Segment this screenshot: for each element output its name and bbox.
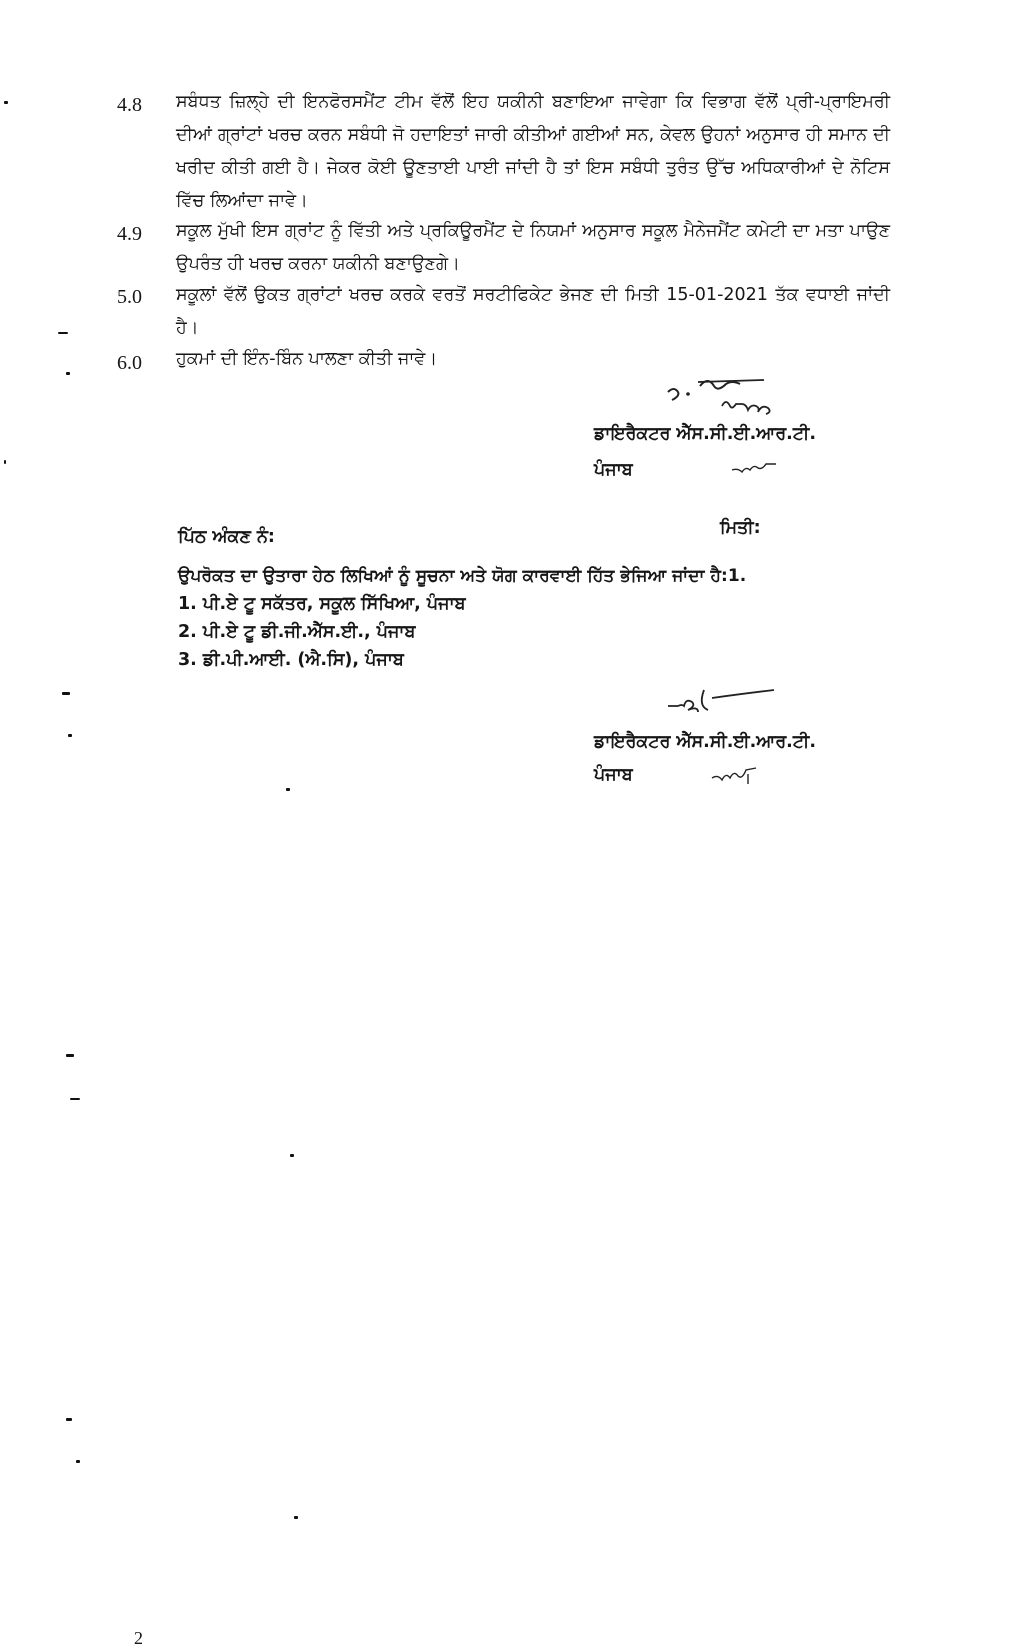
handwritten-initials-1 <box>660 372 820 420</box>
date-label: ਮਿਤੀ: <box>720 518 761 538</box>
scan-speck <box>62 692 70 695</box>
scan-speck <box>286 788 290 791</box>
scan-speck <box>66 1054 74 1057</box>
scan-speck <box>4 460 6 464</box>
paragraph-text: ਸਕੂਲ ਮੁੱਖੀ ਇਸ ਗ੍ਰਾਂਟ ਨੂੰ ਵਿੱਤੀ ਅਤੇ ਪ੍ਰਕਿਊਰਮੈਂਟ ਦੇ ਨਿਯਮਾਂ ਅਨੁਸਾਰ ਸਕੂਲ ਮੈਨੇਜਮੈਂਟ ਕਮੇਟੀ ਦਾ ਮਤਾ ਪਾਉਣ ਉਪਰੰਤ ਹੀ ਖਰਚ ਕਰਨਾ ਯਕੀਨੀ ਬਣਾਉਣਗੇ। <box>176 221 890 274</box>
paragraph-number: 5.0 <box>117 286 142 308</box>
state-label: ਪੰਜਾਬ <box>594 460 633 480</box>
designation: ਡਾਇਰੈਕਟਰ ਐੱਸ.ਸੀ.ਈ.ਆਰ.ਟੀ. <box>594 732 816 752</box>
state-label: ਪੰਜਾਬ <box>594 765 633 785</box>
scan-speck <box>294 1516 298 1519</box>
designation: ਡਾਇਰੈਕਟਰ ਐੱਸ.ਸੀ.ਈ.ਆਰ.ਟੀ. <box>594 424 816 444</box>
paragraph-text: ਸਬੰਧਤ ਜ਼ਿਲ੍ਹੇ ਦੀ ਇਨਫੋਰਸਮੈਂਟ ਟੀਮ ਵੱਲੋਂ ਇਹ ਯਕੀਨੀ ਬਣਾਇਆ ਜਾਵੇਗਾ ਕਿ ਵਿਭਾਗ ਵੱਲੋਂ ਪ੍ਰੀ-ਪ੍ਰਾਇਮਰੀ ਦੀਆਂ ਗ੍ਰਾਂਟਾਂ ਖਰਚ ਕਰਨ ਸਬੰਧੀ ਜੋ ਹਦਾਇਤਾਂ ਜਾਰੀ ਕੀਤੀਆਂ ਗਈਆਂ ਸਨ, ਕੇਵਲ ਉਹਨਾਂ ਅਨੁਸਾਰ ਹੀ ਸਮਾਨ ਦੀ ਖਰੀਦ ਕੀਤੀ ਗਈ ਹੈ। ਜੇਕਰ ਕੋਈ ਊਣਤਾਈ ਪਾਈ ਜਾਂਦੀ ਹੈ ਤਾਂ ਇਸ ਸਬੰਧੀ ਤੁਰੰਤ ਉੱਚ ਅਧਿਕਾਰੀਆਂ ਦੇ ਨੋਟਿਸ ਵਿੱਚ ਲਿਆਂਦਾ ਜਾਵੇ। <box>176 92 890 211</box>
recipient-item: 3. ਡੀ.ਪੀ.ਆਈ. (ਐ.ਸਿ), ਪੰਜਾਬ <box>178 650 404 670</box>
scan-speck <box>76 1460 80 1463</box>
paragraph-text: ਸਕੂਲਾਂ ਵੱਲੋਂ ਉਕਤ ਗ੍ਰਾਂਟਾਂ ਖਰਚ ਕਰਕੇ ਵਰਤੋਂ ਸਰਟੀਫਿਕੇਟ ਭੇਜਣ ਦੀ ਮਿਤੀ 15-01-2021 ਤੱਕ ਵਧਾਈ ਜਾਂਦੀ ਹੈ। <box>176 285 890 338</box>
paragraph-text: ਹੁਕਮਾਂ ਦੀ ਇੰਨ-ਬਿੰਨ ਪਾਲਣਾ ਕੀਤੀ ਜਾਵੇ। <box>176 349 438 369</box>
paragraph-number: 4.9 <box>117 223 142 245</box>
recipient-item: 1. ਪੀ.ਏ ਟੂ ਸਕੱਤਰ, ਸਕੂਲ ਸਿੱਖਿਆ, ਪੰਜਾਬ <box>178 594 466 614</box>
scan-speck <box>290 1154 294 1157</box>
scan-speck <box>4 101 8 104</box>
scan-speck <box>58 332 68 334</box>
scan-speck <box>66 1418 72 1421</box>
page-number: 2 <box>134 1628 143 1648</box>
scan-speck <box>66 372 70 375</box>
recipient-item: 2. ਪੀ.ਏ ਟੂ ਡੀ.ਜੀ.ਐੱਸ.ਈ., ਪੰਜਾਬ <box>178 622 416 642</box>
paragraph-number: 6.0 <box>117 352 142 374</box>
handwritten-mark-1 <box>728 458 780 478</box>
scan-speck <box>70 1098 80 1100</box>
endorsement-intro: ਉਪਰੋਕਤ ਦਾ ਉਤਾਰਾ ਹੇਠ ਲਿਖਿਆਂ ਨੂੰ ਸੂਚਨਾ ਅਤੇ ਯੋਗ ਕਾਰਵਾਈ ਹਿੱਤ ਭੇਜਿਆ ਜਾਂਦਾ ਹੈ:1. <box>178 566 747 586</box>
paragraph-number: 4.8 <box>117 94 142 116</box>
handwritten-mark-2 <box>708 764 760 788</box>
handwritten-signature-2 <box>662 684 782 722</box>
scan-speck <box>68 734 72 737</box>
endorsement-number-label: ਪਿੱਠ ਅੰਕਣ ਨੰ: <box>178 527 275 547</box>
